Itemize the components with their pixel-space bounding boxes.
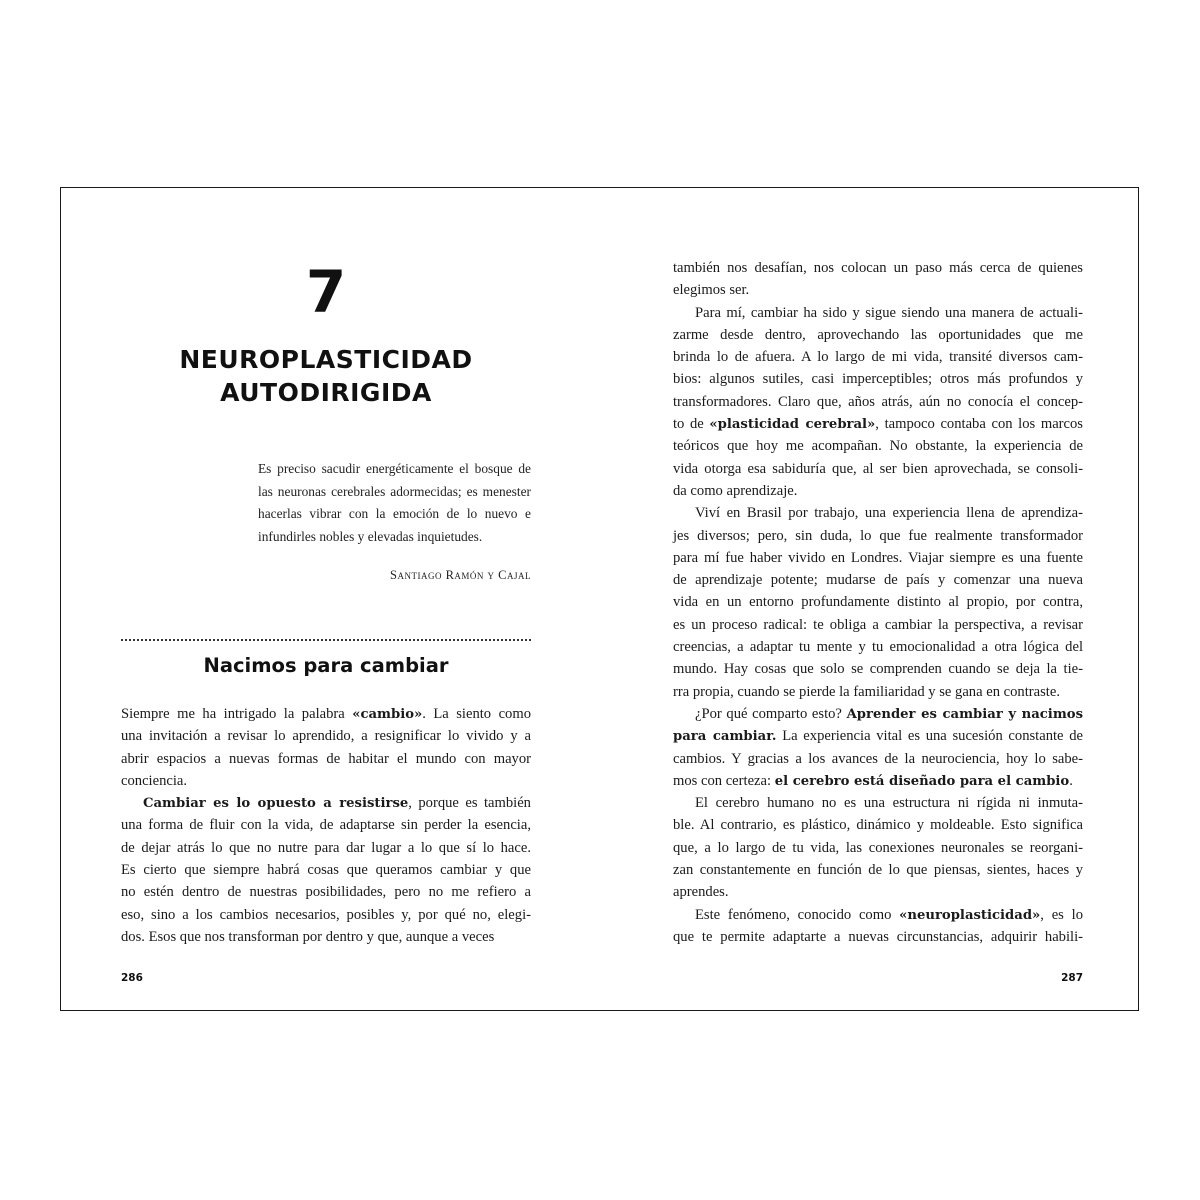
bold-phrase: «neuroplasticidad» [899,907,1041,923]
text-line [673,525,1083,547]
text-line [673,859,1083,881]
text-segment: brinda lo de afuera. A lo largo de mi vida, transité diversos cam- [673,349,1083,366]
text-segment: que te permite adaptarte a nuevas circunstancias, adquirir habili- [673,928,1083,945]
text-segment: para mí fue haber vivido en Londres. Viajar siempre es una fuente [673,549,1083,566]
text-segment: da como aprendizaje. [673,482,798,499]
text-line [673,391,1083,413]
text-segment: Siempre me ha intrigado la palabra [121,706,353,722]
page-number-right: 287 [1061,972,1083,984]
page-number-left: 286 [121,972,143,984]
text-line [673,368,1083,390]
text-line [673,703,1083,725]
text-line [121,814,531,836]
epigraph-quote: Es preciso sacudir energéticamente el bosque de las neuronas cerebrales adormecidas; es menester hacerlas vibrar con la emoción de lo nuevo e infundirles nobles y elevadas inquietudes. [258,461,531,544]
text-segment: mos con certeza: [673,772,775,789]
text-line [121,926,531,948]
text-line [121,725,531,747]
section-heading: Nacimos para cambiar [203,654,449,677]
text-line [673,881,1083,903]
text-line [673,904,1083,926]
text-line [673,279,1083,301]
text-line [673,748,1083,770]
text-line [121,748,531,770]
text-line [673,435,1083,457]
text-segment: dos. Esos que nos transforman por dentro y que, aunque a veces [121,928,495,945]
text-line [673,636,1083,658]
text-line [121,881,531,903]
text-segment: mundo. Hay cosas que solo se comprenden cuando se deja la tie- [673,661,1083,678]
text-line [673,591,1083,613]
text-segment: . [1069,772,1073,789]
text-line [673,658,1083,680]
text-segment: Es cierto que siempre habrá cosas que queramos cambiar y que [121,862,531,879]
text-segment: vida otorga esa sabiduría que, al ser bien aprovechada, se consoli- [673,460,1083,477]
text-line [673,413,1083,435]
text-segment: Para mí, cambiar ha sido y sigue siendo una manera de actuali- [695,304,1083,321]
chapter-title [121,343,531,409]
text-segment: de dejar atrás lo que no nutre para dar lugar a lo que sí lo hace. [121,839,531,856]
text-segment: . La siento como [422,706,531,722]
text-segment: zan constantemente en función de lo que piensas, sientes, haces y [673,862,1083,879]
text-line [673,458,1083,480]
text-line [121,859,531,881]
text-segment: , tampoco contaba con los marcos [875,416,1083,433]
text-segment: ¿Por qué comparto esto? [695,705,847,722]
text-segment: conciencia. [121,772,188,789]
text-segment: Viví en Brasil por trabajo, una experiencia llena de aprendiza- [695,505,1083,522]
text-segment: to de [673,416,710,433]
text-segment: La experiencia vital es una sucesión constante de [776,728,1084,745]
text-line [673,346,1083,368]
text-segment: eso, sino a los cambios necesarios, posibles y, por qué no, elegi- [121,906,531,923]
text-segment: zarme desde dentro, aprovechando las oportunidades que me [673,326,1083,343]
text-line [121,792,531,814]
text-line [673,502,1083,524]
text-segment: abrir espacios a nuevas formas de habitar el mundo con mayor [121,750,531,767]
text-line [673,614,1083,636]
bold-phrase: Cambiar es lo opuesto a resistirse [143,796,409,812]
dotted-divider [121,639,531,641]
text-segment: teóricos que hoy me acompañan. No obstante, la experiencia de [673,438,1083,455]
left-body-text [121,703,531,948]
text-segment: elegimos ser. [673,282,750,299]
bold-phrase: Aprender es cambiar y nacimos [846,706,1083,722]
text-segment: jes diversos; pero, sin duda, lo que fue realmente transformador [673,527,1083,544]
text-segment: , porque es también [408,795,531,812]
text-line [121,703,531,725]
right-body-text [673,257,1083,948]
text-segment: cambios. Y gracias a los avances de la neurociencia, hoy lo sabe- [673,750,1083,767]
text-segment: creencias, a adaptar tu mente y tu emocionalidad a otra lógica del [673,639,1083,656]
text-segment: rra propia, cuando se pierde la familiaridad y se gana en contraste. [673,683,1060,700]
right-page [673,188,1083,1010]
text-line [673,257,1083,279]
text-line [121,837,531,859]
text-line [673,770,1083,792]
text-segment: bios: algunos sutiles, casi imperceptibles; otros más profundos y [673,371,1083,388]
text-segment: de aprendizaje potente; mudarse de país y comenzar una nueva [673,572,1083,589]
text-line [673,814,1083,836]
text-line [673,547,1083,569]
text-line [121,770,531,792]
bold-phrase: «plasticidad cerebral» [709,417,876,433]
text-line [673,324,1083,346]
text-line [673,926,1083,948]
text-segment: vida en un entorno profundamente distinto al propio, por contra, [673,594,1083,611]
text-line [673,837,1083,859]
text-segment: también nos desafían, nos colocan un paso más cerca de quienes [673,260,1083,276]
book-spread [60,187,1139,1011]
bold-phrase: el cerebro está diseñado para el cambio [774,773,1070,789]
text-segment: Este fenómeno, conocido como [695,906,900,923]
bold-phrase: para cambiar. [673,729,777,745]
bold-phrase: «cambio» [352,707,423,722]
text-line [673,725,1083,747]
text-line [673,480,1083,502]
text-segment: El cerebro humano no es una estructura ni rígida ni inmuta- [695,795,1083,812]
chapter-title-line: NEUROPLASTICIDAD [179,345,473,374]
text-line [673,792,1083,814]
text-line [121,904,531,926]
left-page [121,188,531,1010]
text-segment: aprendes. [673,884,729,901]
text-segment: ble. Al contrario, es plástico, dinámico y moldeable. Esto significa [673,817,1083,834]
text-segment: es un proceso radical: te obliga a cambiar la perspectiva, a revisar [673,616,1083,633]
epigraph-author: Santiago Ramón y Cajal [390,568,531,582]
text-line [673,569,1083,591]
text-segment: una invitación a revisar lo aprendido, a resignificar lo vivido y a [121,728,531,745]
chapter-number: 7 [305,258,347,326]
text-segment: transformadores. Claro que, años atrás, aún no conocía el concep- [673,393,1083,410]
text-line [673,681,1083,703]
text-segment: una forma de fluir con la vida, de adaptarse sin perder la esencia, [121,817,531,834]
text-segment: , es lo [1040,906,1083,923]
text-segment: no estén dentro de nuestras posibilidades, pero no me refiero a [121,884,531,901]
text-segment: que, a lo largo de tu vida, las conexiones neuronales se reorgani- [673,839,1083,856]
text-line [673,302,1083,324]
chapter-title-line: AUTODIRIGIDA [220,378,432,407]
